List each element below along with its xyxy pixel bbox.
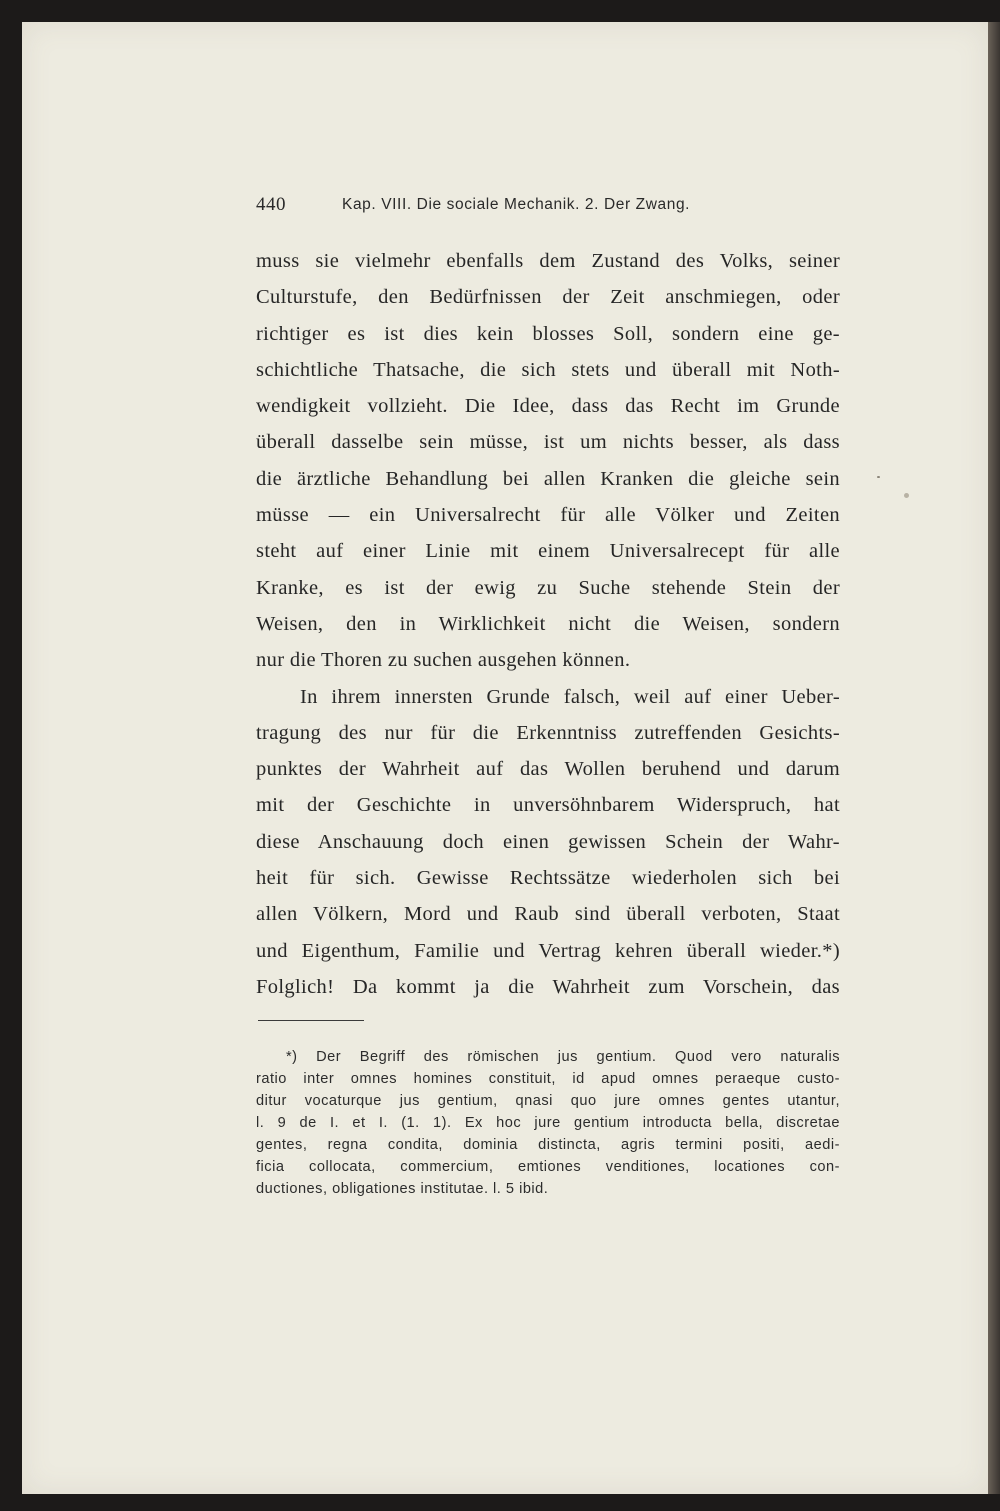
footnote-line: l. 9 de I. et I. (1. 1). Ex hoc jure gentium introducta bella, discretae [256,1115,840,1131]
text-line: Culturstufe, den Bedürfnissen der Zeit anschmiegen, oder [256,286,840,309]
text-line: In ihrem innersten Grunde falsch, weil auf einer Ueber- [300,685,840,708]
footnote-line: ficia collocata, commercium, emtiones venditiones, locationes con- [256,1159,840,1175]
text-line: nur die Thoren zu suchen ausgehen können. [256,649,631,672]
footnote-line: ditur vocaturque jus gentium, qnasi quo jure omnes gentes utantur, [256,1093,840,1109]
text-line: wendigkeit vollzieht. Die Idee, dass das Recht im Grunde [256,395,840,418]
text-line: überall dasselbe sein müsse, ist um nichts besser, als dass [256,431,840,454]
paragraph [256,679,840,1006]
text-line: Weisen, den in Wirklichkeit nicht die Weisen, sondern [256,612,840,635]
footnote-line: *) Der Begriff des römischen jus gentium. Quod vero naturalis [286,1049,840,1065]
page-header [256,194,756,224]
footnote-line: ductiones, obligationes institutae. l. 5 ibid. [256,1181,549,1197]
paragraph [256,243,840,679]
footnote-rule [258,1020,364,1021]
text-line: müsse — ein Universalrecht für alle Völker und Zeiten [256,504,840,527]
footnote-line: gentes, regna condita, dominia distincta, agris termini positi, aedi- [256,1137,840,1153]
text-line: die ärztliche Behandlung bei allen Kranken die gleiche sein [256,467,840,490]
text-line: mit der Geschichte in unversöhnbarem Widerspruch, hat [256,794,840,817]
running-head: Kap. VIII. Die sociale Mechanik. 2. Der Zwang. [342,196,691,213]
text-line: Folglich! Da kommt ja die Wahrheit zum Vorschein, das [256,975,840,998]
page-edge-shadow [988,22,1000,1494]
text-line: und Eigenthum, Familie und Vertrag kehren überall wieder.*) [256,939,840,962]
footnote-line: ratio inter omnes homines constituit, id apud omnes peraeque custo- [256,1071,840,1087]
page-number: 440 [256,194,286,215]
footnote [256,1046,840,1200]
speck [877,476,880,478]
text-line: steht auf einer Linie mit einem Universalrecept für alle [256,540,840,563]
text-line: punktes der Wahrheit auf das Wollen beruhend und darum [256,758,840,781]
text-line: allen Völkern, Mord und Raub sind überall verboten, Staat [256,903,840,926]
text-line: heit für sich. Gewisse Rechtssätze wiederholen sich bei [256,867,840,890]
speck [904,493,909,498]
text-line: schichtliche Thatsache, die sich stets und überall mit Noth- [256,358,840,381]
text-line: richtiger es ist dies kein blosses Soll, sondern eine ge- [256,322,840,345]
text-line: diese Anschauung doch einen gewissen Schein der Wahr- [256,830,840,853]
body-text [256,243,840,1005]
text-line: muss sie vielmehr ebenfalls dem Zustand des Volks, seiner [256,250,840,272]
text-line: tragung des nur für die Erkenntniss zutreffenden Gesichts- [256,721,840,744]
text-line: Kranke, es ist der ewig zu Suche stehende Stein der [256,576,840,599]
